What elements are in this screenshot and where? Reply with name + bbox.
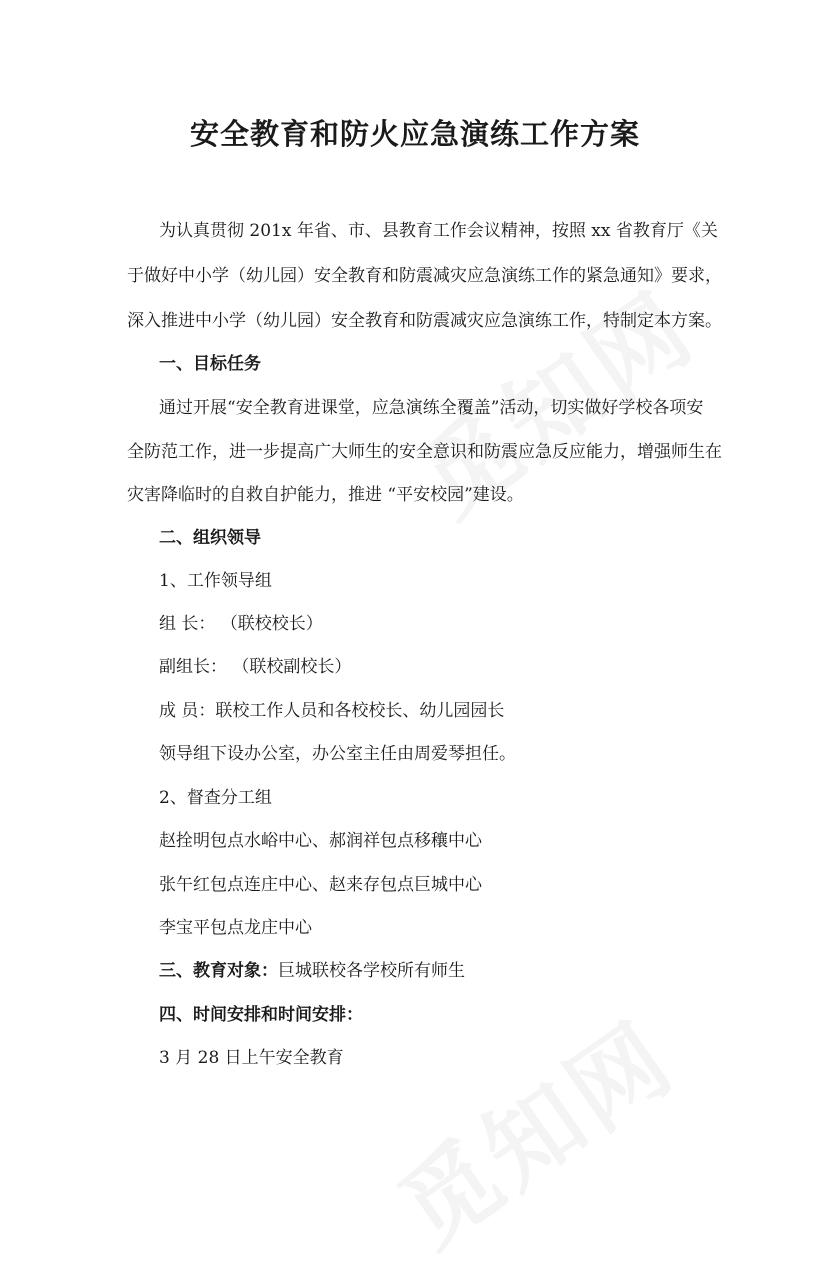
section-3-line	[159, 960, 465, 982]
section-1-line-2: 全防范工作，进一步提高广大师生的安全意识和防震应急反应能力，增强师生在	[127, 442, 722, 462]
inspect-line-1: 赵拴明包点水峪中心、郝润祥包点移穰中心	[159, 831, 482, 851]
members-line: 成 员：联校工作人员和各校校长、幼儿园园长	[159, 701, 505, 721]
section-4-heading: 四、时间安排和时间安排：	[159, 1005, 363, 1025]
watermark	[368, 985, 697, 1272]
intro-line-1: 为认真贯彻 201x 年省、市、县教育工作会议精神，按照 xx 省教育厅《关	[159, 221, 718, 241]
section-3-value: 巨城联校各学校所有师生	[278, 961, 465, 981]
office-line: 领导组下设办公室，办公室主任由周爱琴担任。	[159, 744, 516, 764]
section-1-line-3: 灾害降临时的自救自护能力，推进 “平安校园”建设。	[127, 485, 524, 505]
subsection-1-heading: 1、工作领导组	[159, 571, 272, 591]
inspect-line-3: 李宝平包点龙庄中心	[159, 918, 312, 938]
schedule-line-1: 3 月 28 日上午安全教育	[159, 1048, 344, 1068]
intro-line-3: 深入推进中小学（幼儿园）安全教育和防震减灾应急演练工作，特制定本方案。	[127, 311, 722, 331]
document-title: 安全教育和防火应急演练工作方案	[189, 117, 640, 151]
section-3-label: 三、教育对象：	[159, 961, 278, 981]
subsection-2-heading: 2、督查分工组	[159, 788, 272, 808]
section-1-heading: 一、目标任务	[159, 354, 261, 374]
leader-line: 组 长： （联校校长）	[159, 614, 323, 634]
intro-line-2: 于做好中小学（幼儿园）安全教育和防震减灾应急演练工作的紧急通知》要求，	[127, 266, 722, 286]
section-2-heading: 二、组织领导	[159, 528, 261, 548]
section-1-line-1: 通过开展“安全教育进课堂，应急演练全覆盖”活动，切实做好学校各项安	[159, 398, 704, 418]
inspect-line-2: 张午红包点连庄中心、赵来存包点巨城中心	[159, 875, 482, 895]
vice-leader-line: 副组长： （联校副校长）	[159, 657, 352, 677]
